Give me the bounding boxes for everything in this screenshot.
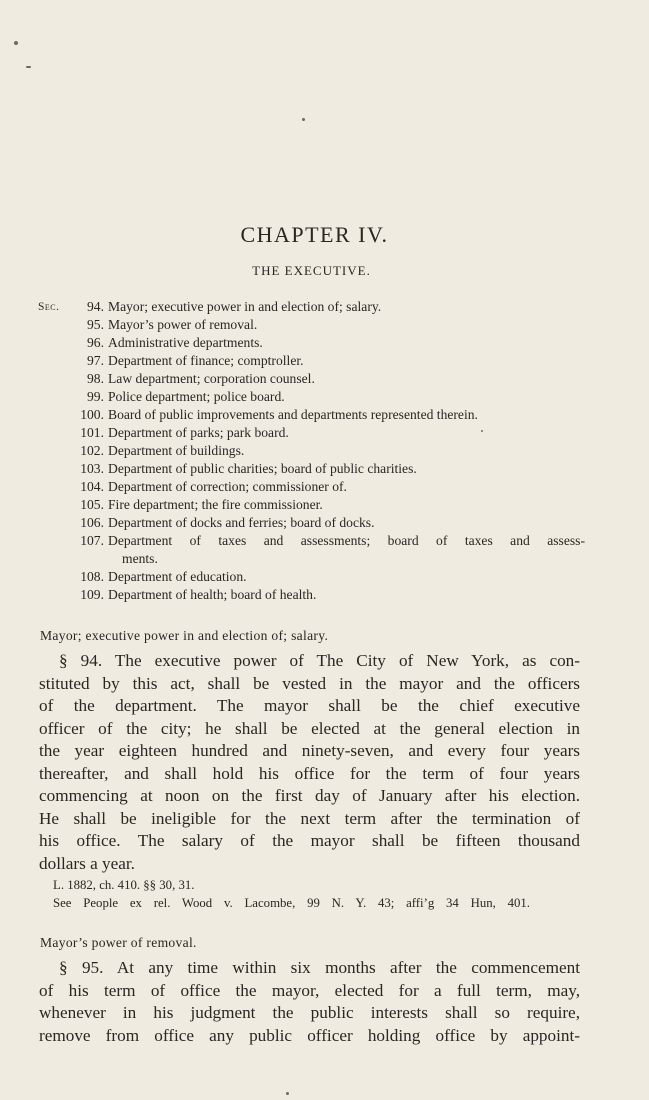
- section-94-heading: Mayor; executive power in and election of; salary.: [40, 628, 329, 643]
- toc-entry-text: Department of taxes and assessments; board of taxes and assess-: [108, 533, 585, 548]
- toc-entry-text: Law department; corporation counsel.: [108, 371, 315, 386]
- toc-entry-number: 101.: [80, 425, 104, 440]
- section-95-line: § 95. At any time within six months after the commencement: [59, 958, 580, 977]
- section-95-body: [39, 957, 580, 1047]
- section-94-line: officer of the city; he shall be elected at the general election in: [39, 718, 580, 738]
- section-94-case-citation: See People ex rel. Wood v. Lacombe, 99 N. Y. 43; affi’g 34 Hun, 401.: [53, 896, 530, 910]
- section-94-line: He shall be ineligible for the next term after the termination of: [39, 808, 580, 828]
- toc-entry-text: Department of parks; park board.: [108, 425, 289, 440]
- toc-entry-number: 107.: [80, 533, 104, 548]
- toc-entry-number: 95.: [87, 317, 104, 332]
- toc-entry: [38, 586, 598, 604]
- toc-entry-text: Department of health; board of health.: [108, 587, 317, 602]
- toc-entry: [38, 298, 598, 316]
- toc-entry-text-continued: ments.: [122, 551, 158, 566]
- section-95-heading: Mayor’s power of removal.: [40, 935, 197, 950]
- toc-entry: [38, 496, 598, 514]
- toc-entry: [38, 442, 598, 460]
- section-94-line: the year eighteen hundred and ninety-seven, and every four years: [39, 741, 580, 760]
- toc-entry-text: Mayor’s power of removal.: [108, 317, 258, 332]
- section-contents-list: [38, 298, 598, 604]
- toc-entry-text: Department of docks and ferries; board of docks.: [108, 515, 375, 530]
- toc-entry-number: 97.: [87, 353, 104, 368]
- toc-entry: [38, 460, 598, 478]
- section-95-line: whenever in his judgment the public interests shall so require,: [39, 1003, 580, 1022]
- toc-entry-text: Department of public charities; board of public charities.: [108, 461, 417, 476]
- section-94-line: thereafter, and shall hold his office for the term of four years: [39, 763, 580, 783]
- toc-entry-text: Board of public improvements and departments represented therein.: [108, 407, 478, 422]
- section-94-line: dollars a year.: [39, 853, 135, 873]
- chapter-subtitle: THE EXECUTIVE.: [252, 263, 371, 278]
- sec-label: Sec.: [38, 301, 60, 313]
- page-speck: [26, 66, 31, 68]
- toc-entry-number: 103.: [80, 461, 104, 476]
- page-speck: [14, 41, 18, 45]
- toc-entry-number: 106.: [80, 515, 104, 530]
- toc-entry: [38, 316, 598, 334]
- chapter-title: CHAPTER IV.: [240, 222, 389, 247]
- toc-entry: [38, 478, 598, 496]
- toc-entry-number: 98.: [87, 371, 104, 386]
- toc-entry-text: Department of correction; commissioner of.: [108, 479, 347, 494]
- page-speck: [286, 1092, 289, 1095]
- toc-entry-number: 96.: [87, 335, 104, 350]
- toc-entry: [38, 514, 598, 532]
- section-94-line: commencing at noon on the first day of January after his election.: [39, 786, 580, 805]
- toc-entry-number: 108.: [80, 569, 104, 584]
- section-95-line: remove from office any public officer holding office by appoint-: [39, 1025, 580, 1045]
- toc-entry-text: Police department; police board.: [108, 389, 285, 404]
- toc-entry-number: 105.: [80, 497, 104, 512]
- toc-entry-number: 109.: [80, 587, 104, 602]
- section-94-line: his office. The salary of the mayor shall be fifteen thousand: [39, 831, 580, 850]
- toc-entry-number: 99.: [87, 389, 104, 404]
- toc-entry-number: 102.: [80, 443, 104, 458]
- section-95-line: of his term of office the mayor, elected for a full term, may,: [39, 980, 580, 1000]
- toc-entry-number: 94.: [87, 299, 104, 314]
- section-94-body: [39, 650, 580, 875]
- section-94-line: stituted by this act, shall be vested in the mayor and the officers: [39, 673, 580, 693]
- toc-entry-text: Mayor; executive power in and election of; salary.: [108, 299, 382, 314]
- toc-entry-text: Department of finance; comptroller.: [108, 353, 304, 368]
- toc-entry-text: Administrative departments.: [108, 335, 263, 350]
- toc-entry-continuation: [38, 550, 598, 568]
- toc-entry: [38, 370, 598, 388]
- page-speck: [302, 118, 305, 121]
- toc-entry-text: Department of education.: [108, 569, 247, 584]
- toc-entry-number: 104.: [80, 479, 104, 494]
- toc-entry: [38, 334, 598, 352]
- toc-entry-text: Fire department; the fire commissioner.: [108, 497, 323, 512]
- toc-entry: [38, 424, 598, 442]
- section-94-citation: L. 1882, ch. 410. §§ 30, 31.: [53, 878, 195, 892]
- section-94-line: of the department. The mayor shall be the chief executive: [39, 696, 580, 715]
- toc-entry: [38, 352, 598, 370]
- section-94-line: § 94. The executive power of The City of New York, as con-: [59, 651, 580, 670]
- toc-entry-text: Department of buildings.: [108, 443, 245, 458]
- toc-entry-number: 100.: [80, 407, 104, 422]
- toc-entry: [38, 388, 598, 406]
- toc-entry: [38, 406, 598, 424]
- toc-entry: [38, 532, 598, 550]
- toc-entry: [38, 568, 598, 586]
